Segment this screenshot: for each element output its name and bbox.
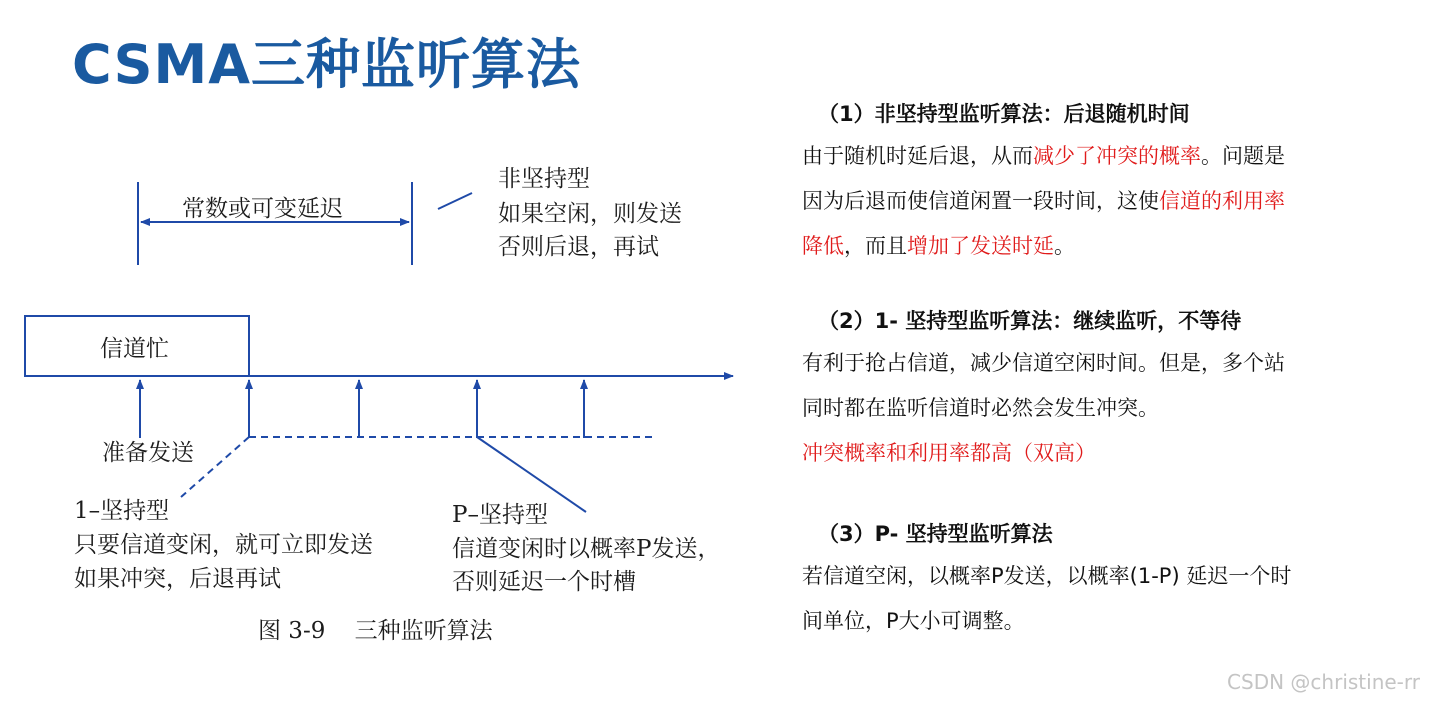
- nonpersistent-title: 非坚持型: [498, 166, 590, 192]
- section-body: [802, 134, 1402, 269]
- highlight-text: 减少了冲突的概率: [1033, 144, 1201, 168]
- body-text: 。: [1054, 234, 1075, 258]
- highlight-text: 信道的利用率: [1159, 189, 1285, 213]
- paragraph-line: [802, 341, 1402, 386]
- body-text: 。问题是: [1201, 144, 1285, 168]
- paragraph-line: [802, 179, 1402, 224]
- explanation-panel: [802, 94, 1402, 644]
- section-heading: （3）P- 坚持型监听算法: [818, 522, 1053, 546]
- delay-label: 常数或可变延迟: [182, 196, 343, 222]
- p-persistent-pointer: [477, 437, 586, 512]
- section-body: [802, 554, 1402, 644]
- channel-busy-label: 信道忙: [100, 336, 169, 362]
- section-heading: （2）1- 坚持型监听算法：继续监听，不等待: [818, 309, 1242, 333]
- section-heading: （1）非坚持型监听算法：后退随机时间: [818, 102, 1190, 126]
- section-nonpersistent: [802, 94, 1402, 269]
- paragraph-line: [802, 431, 1402, 476]
- paragraph-line: [802, 599, 1402, 644]
- figure-caption: 图 3-9 三种监听算法: [258, 618, 493, 644]
- one-persistent-line-1: 只要信道变闲，就可立即发送: [74, 532, 373, 558]
- body-text: 间单位，P大小可调整。: [802, 609, 1025, 633]
- nonpersistent-pointer: [438, 193, 472, 209]
- body-text: 因为后退而使信道闲置一段时间，这使: [802, 189, 1159, 213]
- paragraph-line: [802, 224, 1402, 269]
- body-text: ，而且: [844, 234, 907, 258]
- body-text: 同时都在监听信道时必然会发生冲突。: [802, 396, 1159, 420]
- highlight-text: 增加了发送时延: [907, 234, 1054, 258]
- section-one-persistent: [802, 301, 1402, 476]
- p-persistent-line-2: 否则延迟一个时槽: [452, 569, 636, 595]
- section-p-persistent: [802, 514, 1402, 644]
- one-persistent-title: 1–坚持型: [74, 498, 170, 524]
- paragraph-line: [802, 386, 1402, 431]
- paragraph-line: [802, 134, 1402, 179]
- watermark: CSDN @christine-rr: [1227, 670, 1420, 694]
- p-persistent-line-1: 信道变闲时以概率P发送，: [452, 536, 721, 562]
- nonpersistent-line-2: 否则后退，再试: [498, 234, 659, 260]
- one-persistent-line-2: 如果冲突，后退再试: [74, 566, 281, 592]
- body-text: 由于随机时延后退，从而: [802, 144, 1033, 168]
- body-text: 若信道空闲，以概率P发送，以概率(1-P) 延迟一个时: [802, 564, 1292, 588]
- p-persistent-title: P–坚持型: [452, 502, 548, 528]
- highlight-text: 冲突概率和利用率都高（双高）: [802, 441, 1096, 465]
- body-text: 有利于抢占信道，减少信道空闲时间。但是，多个站: [802, 351, 1285, 375]
- page-title: CSMA三种监听算法: [72, 33, 582, 96]
- paragraph-line: [802, 554, 1402, 599]
- highlight-text: 降低: [802, 234, 844, 258]
- nonpersistent-line-1: 如果空闲，则发送: [498, 201, 682, 227]
- section-body: [802, 341, 1402, 476]
- ready-label: 准备发送: [102, 440, 194, 466]
